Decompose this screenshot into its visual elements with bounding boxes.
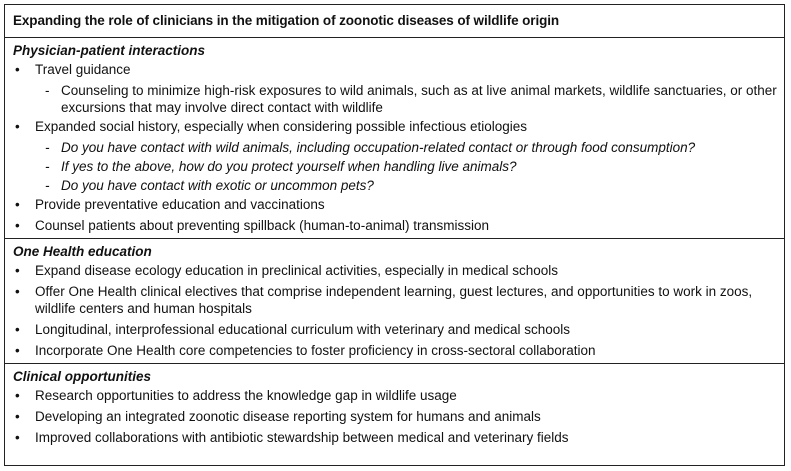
bullet-icon: • — [15, 284, 20, 299]
section-title: Physician-patient interactions — [13, 43, 206, 58]
list-item — [13, 61, 784, 78]
list-item — [13, 118, 784, 135]
content-table — [4, 4, 785, 466]
section — [5, 38, 784, 239]
bullet-icon: • — [15, 119, 20, 134]
sections-container — [5, 38, 784, 446]
sub-item-text: If yes to the above, how do you protect yourself when handling live animals? — [61, 159, 517, 174]
section-title: One Health education — [13, 244, 152, 259]
bullet-icon: • — [15, 409, 20, 424]
sub-item — [13, 177, 784, 194]
bullet-icon: • — [15, 430, 20, 445]
bullet-icon: • — [15, 197, 20, 212]
dash-icon: - — [45, 83, 50, 98]
list-item-text: Counsel patients about preventing spillback (human-to-animal) transmission — [35, 218, 489, 233]
sub-item-text: Counseling to minimize high-risk exposures to wild animals, such as at live animal markets, wildlife sanctuaries, or other excursions that may involve direct contact with wildlife — [61, 83, 777, 115]
list-item — [13, 387, 784, 404]
table-title: Expanding the role of clinicians in the mitigation of zoonotic diseases of wildlife origin — [5, 5, 784, 38]
list-item — [13, 217, 784, 234]
bullet-icon: • — [15, 322, 20, 337]
list-item — [13, 262, 784, 279]
list-item — [13, 196, 784, 213]
sub-item-text: Do you have contact with exotic or uncommon pets? — [61, 178, 374, 193]
list-item — [13, 408, 784, 425]
list-item — [13, 321, 784, 338]
list-item — [13, 283, 784, 317]
list-item-text: Provide preventative education and vaccinations — [35, 197, 325, 212]
bullet-icon: • — [15, 62, 20, 77]
dash-icon: - — [45, 159, 50, 174]
sub-item-text: Do you have contact with wild animals, including occupation-related contact or through food consumption? — [61, 140, 696, 155]
bullet-icon: • — [15, 263, 20, 278]
dash-icon: - — [45, 140, 50, 155]
bullet-icon: • — [15, 218, 20, 233]
list-item-text: Travel guidance — [35, 62, 131, 77]
list-item-text: Improved collaborations with antibiotic stewardship between medical and veterinary fields — [35, 430, 569, 445]
bullet-icon: • — [15, 343, 20, 358]
list-item-text: Offer One Health clinical electives that comprise independent learning, guest lectures, and opportunities to work in zoos, wildlife centers and human hospitals — [35, 284, 753, 316]
list-item-text: Developing an integrated zoonotic disease reporting system for humans and animals — [35, 409, 541, 424]
list-item-text: Expand disease ecology education in preclinical activities, especially in medical schools — [35, 263, 559, 278]
sub-item — [13, 139, 784, 156]
sub-item — [13, 82, 784, 116]
dash-icon: - — [45, 178, 50, 193]
list-item-text: Research opportunities to address the knowledge gap in wildlife usage — [35, 388, 457, 403]
section — [5, 239, 784, 364]
sub-item — [13, 158, 784, 175]
list-item — [13, 429, 784, 446]
bullet-icon: • — [15, 388, 20, 403]
list-item-text: Expanded social history, especially when considering possible infectious etiologies — [35, 119, 528, 134]
list-item — [13, 342, 784, 359]
section — [5, 364, 784, 446]
list-item-text: Incorporate One Health core competencies to foster proficiency in cross-sectoral collaboration — [35, 343, 596, 358]
list-item-text: Longitudinal, interprofessional educational curriculum with veterinary and medical schools — [35, 322, 571, 337]
section-title: Clinical opportunities — [13, 369, 152, 384]
